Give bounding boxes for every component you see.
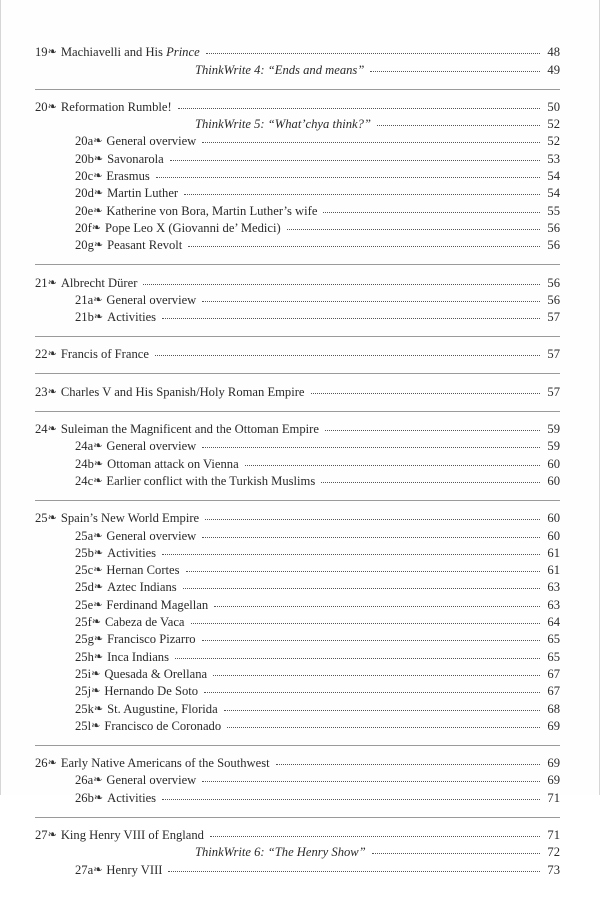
entry-number: 23 [35,384,48,399]
entry-title: Charles V and His Spanish/Holy Roman Empire [60,384,305,399]
toc-subentry [35,789,560,806]
toc-subentry [35,220,560,237]
entry-title: ThinkWrite 5: “What’chya think?” [195,117,371,132]
fleuron-icon: ❧ [93,187,104,200]
fleuron-icon: ❧ [93,650,104,663]
entry-title: General overview [106,528,197,543]
toc-section [35,755,560,818]
fleuron-icon: ❧ [47,385,57,398]
dot-leader [183,588,540,589]
page-number: 61 [547,563,560,578]
page-number: 48 [547,45,560,60]
toc-subentry [35,237,560,254]
toc-subentry [35,292,560,309]
toc-entry [35,274,560,291]
entry-number: 21b [75,310,94,325]
dot-leader [287,229,540,230]
dot-leader [325,430,540,431]
toc-subentry [35,772,560,789]
toc-entry [35,827,560,844]
dot-leader [156,177,540,178]
page-number: 73 [547,862,560,877]
fleuron-icon: ❧ [47,100,57,113]
dot-leader [206,53,540,54]
dot-leader [370,71,540,72]
entry-title: Hernan Cortes [106,563,180,578]
dot-leader [323,212,540,213]
entry-number: 20f [75,220,92,235]
entry-number: 25l [75,718,92,733]
toc-subentry [35,861,560,878]
entry-title: Francis of France [60,347,149,362]
toc-subentry [35,527,560,544]
page-number: 60 [547,528,560,543]
entry-title: Inca Indians [107,649,170,664]
entry-number: 24 [35,422,48,437]
page-number: 55 [547,203,560,218]
entry-title: Ferdinand Magellan [106,597,209,612]
page-number: 69 [547,756,560,771]
fleuron-icon: ❧ [93,633,104,646]
page-number: 63 [547,597,560,612]
entry-title: Henry VIII [106,862,163,877]
dot-leader [162,318,540,319]
fleuron-icon: ❧ [93,529,103,542]
fleuron-icon: ❧ [93,863,103,876]
toc-entry [35,383,560,400]
entry-title: General overview [106,134,197,149]
toc-section [35,421,560,501]
entry-title: General overview [106,773,197,788]
page-number: 60 [547,511,560,526]
entry-number: 25h [75,649,94,664]
toc-subentry [35,133,560,150]
entry-title: Quesada & Orellana [104,666,208,681]
fleuron-icon: ❧ [91,616,102,629]
dot-leader [227,727,540,728]
page-number: 56 [547,292,560,307]
page-number: 59 [547,439,560,454]
entry-number: 25 [35,511,48,526]
fleuron-icon: ❧ [47,423,57,436]
page-number: 54 [547,169,560,184]
fleuron-icon: ❧ [47,512,57,525]
fleuron-icon: ❧ [93,774,103,787]
entry-number: 20b [75,151,94,166]
entry-title: Cabeza de Vaca [105,615,185,630]
entry-number: 26b [75,790,94,805]
fleuron-icon: ❧ [93,152,104,165]
entry-number: 20a [75,134,94,149]
page-number: 57 [547,310,560,325]
fleuron-icon: ❧ [93,440,103,453]
page-number: 69 [547,718,560,733]
fleuron-icon: ❧ [93,598,103,611]
toc-section [35,510,560,746]
dot-leader [224,710,540,711]
table-of-contents [35,44,560,898]
toc-subentry [35,202,560,219]
toc-section [35,274,560,337]
entry-title: Katherine von Bora, Martin Luther’s wife [106,203,318,218]
page-number: 52 [547,117,560,132]
page-number: 50 [547,99,560,114]
entry-title: Hernando De Soto [104,684,199,699]
toc-subentry [35,562,560,579]
fleuron-icon: ❧ [93,170,103,183]
toc-thinkwrite-entry [35,116,560,133]
dot-leader [214,606,540,607]
entry-number: 25k [75,701,94,716]
dot-leader [202,640,540,641]
page-number: 53 [547,151,560,166]
toc-subentry [35,438,560,455]
entry-number: 24b [75,456,94,471]
toc-section [35,827,560,889]
toc-subentry [35,700,560,717]
entry-title: ThinkWrite 4: “Ends and means” [195,62,365,77]
entry-title: Francisco de Coronado [104,718,222,733]
dot-leader [162,554,540,555]
entry-title: ThinkWrite 6: “The Henry Show” [195,845,366,860]
entry-number: 19 [35,45,48,60]
page-number: 56 [547,238,560,253]
toc-entry [35,44,560,61]
page-number: 57 [547,347,560,362]
toc-subentry [35,168,560,185]
fleuron-icon: ❧ [93,702,104,715]
page-number: 60 [547,456,560,471]
toc-subentry [35,596,560,613]
dot-leader [188,246,540,247]
dot-leader [276,764,540,765]
dot-leader [245,465,540,466]
page-number: 54 [547,186,560,201]
entry-title: Albrecht Dürer [60,275,138,290]
entry-title: Martin Luther [107,186,179,201]
toc-subentry [35,455,560,472]
toc-subentry [35,718,560,735]
page-number: 56 [547,220,560,235]
toc-subentry [35,631,560,648]
page-number: 68 [547,701,560,716]
entry-number: 21a [75,292,94,307]
entry-title: Pope Leo X (Giovanni de’ Medici) [105,220,281,235]
entry-title: Suleiman the Magnificent and the Ottoman Empire [60,422,319,437]
entry-number: 21 [35,275,48,290]
dot-leader [202,537,540,538]
dot-leader [186,571,541,572]
entry-number: 26 [35,756,48,771]
dot-leader [170,160,540,161]
entry-title: Machiavelli and His Prince [60,45,200,60]
entry-number: 22 [35,347,48,362]
page-number: 64 [547,615,560,630]
toc-entry [35,755,560,772]
fleuron-icon: ❧ [93,474,103,487]
entry-title: Early Native Americans of the Southwest [60,756,270,771]
toc-entry [35,421,560,438]
dot-leader [377,125,540,126]
page-number: 59 [547,422,560,437]
page-number: 61 [547,545,560,560]
entry-title: Ottoman attack on Vienna [107,456,239,471]
entry-title: Francisco Pizarro [107,632,196,647]
toc-section [35,383,560,411]
entry-number: 20g [75,238,94,253]
fleuron-icon: ❧ [93,564,103,577]
dot-leader [202,447,540,448]
dot-leader [210,836,540,837]
dot-leader [311,393,540,394]
dot-leader [175,658,540,659]
entry-title: Aztec Indians [107,580,177,595]
page-number: 67 [547,666,560,681]
toc-subentry [35,614,560,631]
fleuron-icon: ❧ [93,293,103,306]
toc-subentry [35,473,560,490]
fleuron-icon: ❧ [93,311,104,324]
fleuron-icon: ❧ [91,667,101,680]
entry-title: Erasmus [106,169,150,184]
entry-number: 25a [75,528,94,543]
fleuron-icon: ❧ [93,457,104,470]
dot-leader [162,799,540,800]
toc-subentry [35,683,560,700]
dot-leader [178,108,540,109]
fleuron-icon: ❧ [93,791,104,804]
toc-subentry [35,309,560,326]
toc-section [35,44,560,90]
toc-subentry [35,666,560,683]
dot-leader [168,871,540,872]
entry-number: 24c [75,473,94,488]
entry-title: King Henry VIII of England [60,827,204,842]
toc-thinkwrite-entry [35,61,560,78]
fleuron-icon: ❧ [47,276,57,289]
fleuron-icon: ❧ [47,828,57,841]
entry-title-italic: Prince [166,45,200,60]
entry-title: Spain’s New World Empire [60,511,200,526]
entry-title: Peasant Revolt [107,238,183,253]
entry-number: 25f [75,615,92,630]
entry-number: 24a [75,439,94,454]
toc-subentry [35,648,560,665]
toc-subentry [35,185,560,202]
toc-section [35,346,560,374]
entry-title: St. Augustine, Florida [107,701,218,716]
toc-entry [35,99,560,116]
fleuron-icon: ❧ [93,581,104,594]
entry-number: 20e [75,203,94,218]
entry-number: 25b [75,545,94,560]
fleuron-icon: ❧ [91,719,101,732]
dot-leader [184,194,540,195]
fleuron-icon: ❧ [93,135,103,148]
entry-number: 25c [75,563,94,578]
entry-title: General overview [106,439,197,454]
entry-title: Earlier conflict with the Turkish Muslims [106,473,316,488]
page-number: 71 [547,827,560,842]
page-number: 65 [547,632,560,647]
page-number: 72 [547,845,560,860]
entry-number: 20c [75,169,94,184]
entry-number: 25e [75,597,94,612]
dot-leader [204,692,540,693]
toc-subentry [35,545,560,562]
page-number: 60 [547,473,560,488]
dot-leader [213,675,540,676]
page-number: 69 [547,773,560,788]
entry-number: 27a [75,862,94,877]
fleuron-icon: ❧ [47,46,57,59]
entry-number: 25j [75,684,92,699]
entry-title: Activities [107,545,157,560]
dot-leader [205,519,540,520]
fleuron-icon: ❧ [93,239,104,252]
page-number: 57 [547,384,560,399]
dot-leader [202,781,540,782]
fleuron-icon: ❧ [93,204,103,217]
toc-entry [35,346,560,363]
dot-leader [202,301,540,302]
page-number: 63 [547,580,560,595]
fleuron-icon: ❧ [47,348,57,361]
toc-entry [35,510,560,527]
entry-title: General overview [106,292,197,307]
fleuron-icon: ❧ [91,685,101,698]
entry-number: 20 [35,99,48,114]
entry-title: Activities [107,790,157,805]
entry-title: Activities [107,310,157,325]
entry-number: 25d [75,580,94,595]
page-number: 67 [547,684,560,699]
entry-title: Savonarola [107,151,164,166]
dot-leader [321,482,540,483]
toc-thinkwrite-entry [35,844,560,861]
entry-number: 26a [75,773,94,788]
dot-leader [191,623,541,624]
toc-section [35,99,560,266]
dot-leader [155,355,540,356]
dot-leader [202,142,540,143]
page-number: 65 [547,649,560,664]
entry-title: Reformation Rumble! [60,99,172,114]
page-number: 71 [547,790,560,805]
fleuron-icon: ❧ [91,221,102,234]
entry-number: 20d [75,186,94,201]
page-number: 52 [547,134,560,149]
page-number: 49 [547,62,560,77]
dot-leader [372,853,540,854]
page-number: 56 [547,275,560,290]
dot-leader [143,284,540,285]
entry-number: 27 [35,827,48,842]
fleuron-icon: ❧ [93,546,104,559]
toc-subentry [35,150,560,167]
toc-subentry [35,579,560,596]
entry-number: 25g [75,632,94,647]
fleuron-icon: ❧ [47,757,57,770]
entry-number: 25i [75,666,92,681]
